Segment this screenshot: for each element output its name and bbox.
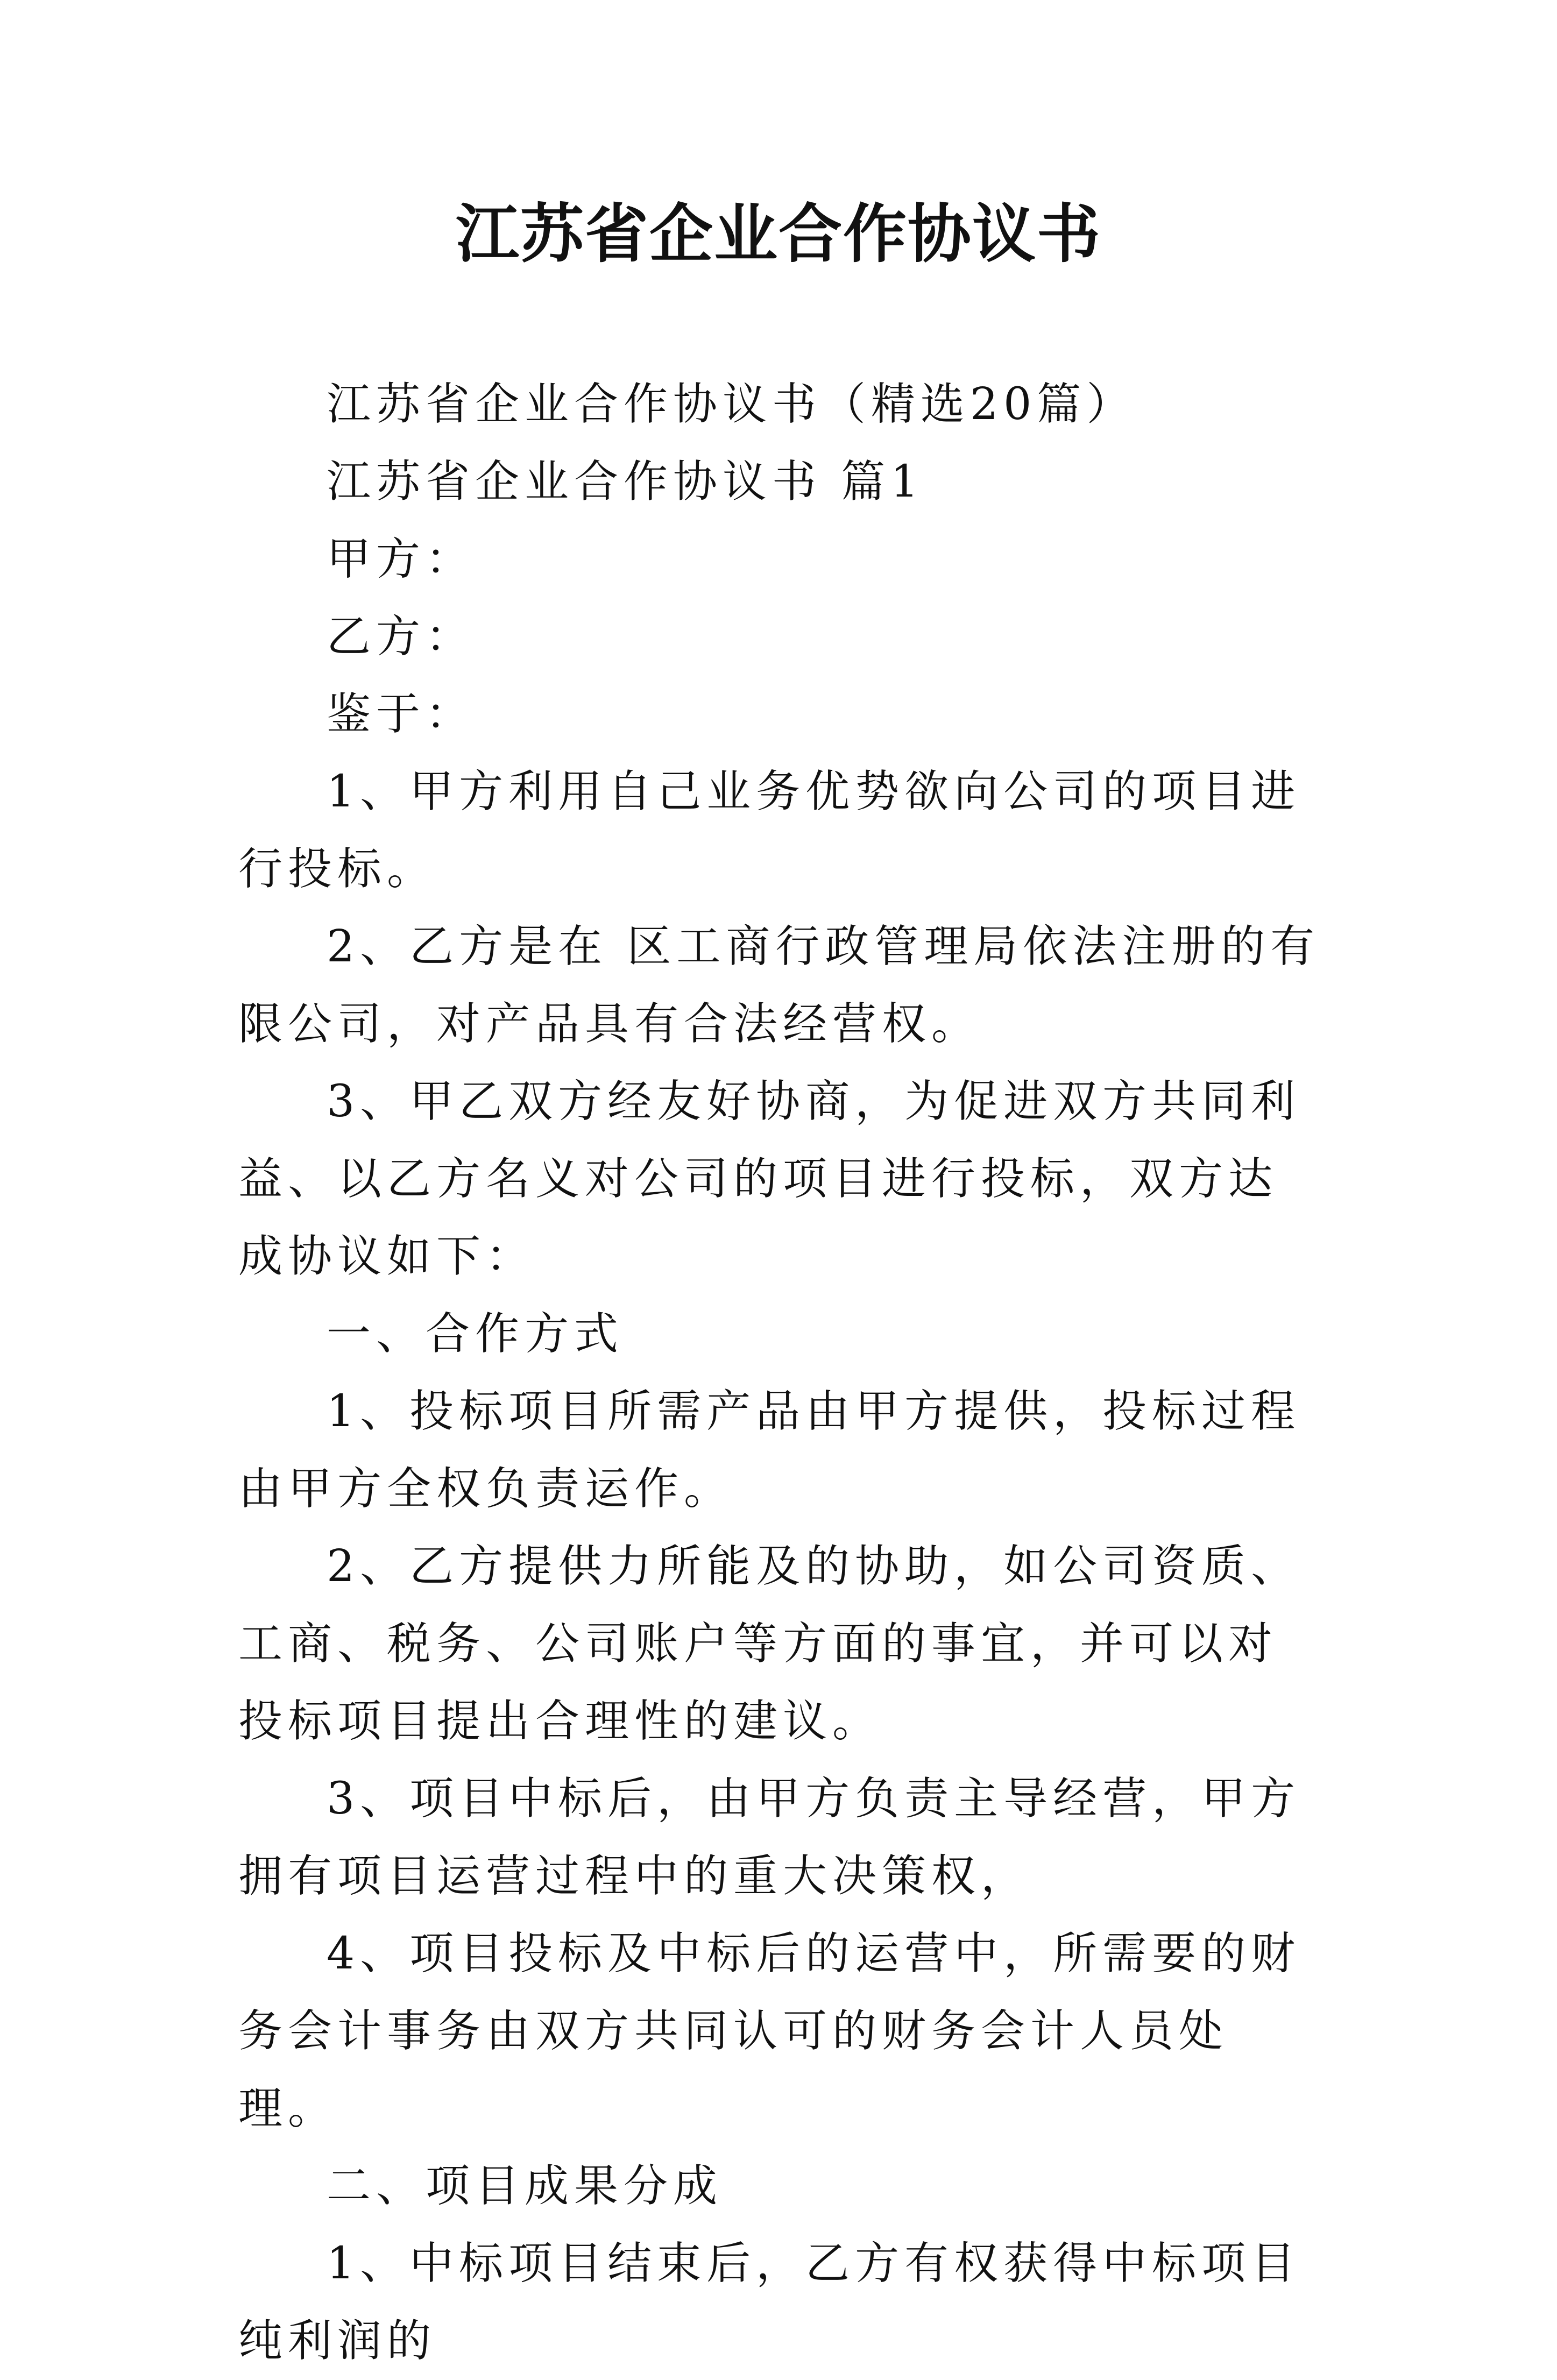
paragraph-cooperation-4: 4、项目投标及中标后的运营中，所需要的财务会计事务由双方共同认可的财务会计人员处理。 [238,1928,1301,2134]
paragraph-cooperation-1: 1、投标项目所需产品由甲方提供，投标过程由甲方全权负责运作。 [238,1386,1301,1514]
document-body [238,366,1325,2380]
paragraph-subtitle: 江苏省企业合作协议书（精选20篇） [327,379,1136,430]
paragraph-whereas: 鉴于： [327,689,476,740]
paragraph-whereas-1: 1、甲方利用自己业务优势欲向公司的项目进行投标。 [238,766,1301,895]
paragraph-party-a: 甲方： [327,534,476,585]
paragraph-cooperation-3: 3、项目中标后，由甲方负责主导经营，甲方拥有项目运营过程中的重大决策权， [238,1773,1301,1902]
heading-profit-sharing: 二、项目成果分成 [327,2161,723,2212]
heading-cooperation-method: 一、合作方式 [327,1308,624,1359]
paragraph-profit-1: 1、中标项目结束后，乙方有权获得中标项目纯利润的 [238,2238,1301,2367]
document-title: 江苏省企业合作协议书 [455,196,1101,271]
paragraph-section-heading: 江苏省企业合作协议书 篇1 [327,456,924,507]
paragraph-whereas-2: 2、乙方是在 区工商行政管理局依法注册的有限公司，对产品具有合法经营权。 [238,921,1320,1050]
paragraph-whereas-3: 3、甲乙双方经友好协商，为促进双方共同利益、以乙方名义对公司的项目进行投标，双方达成协议如下： [238,1076,1301,1282]
paragraph-party-b: 乙方： [327,611,476,662]
paragraph-cooperation-2: 2、乙方提供力所能及的协助，如公司资质、工商、税务、公司账户等方面的事宜，并可以对投标项目提出合理性的建议。 [238,1541,1301,1747]
